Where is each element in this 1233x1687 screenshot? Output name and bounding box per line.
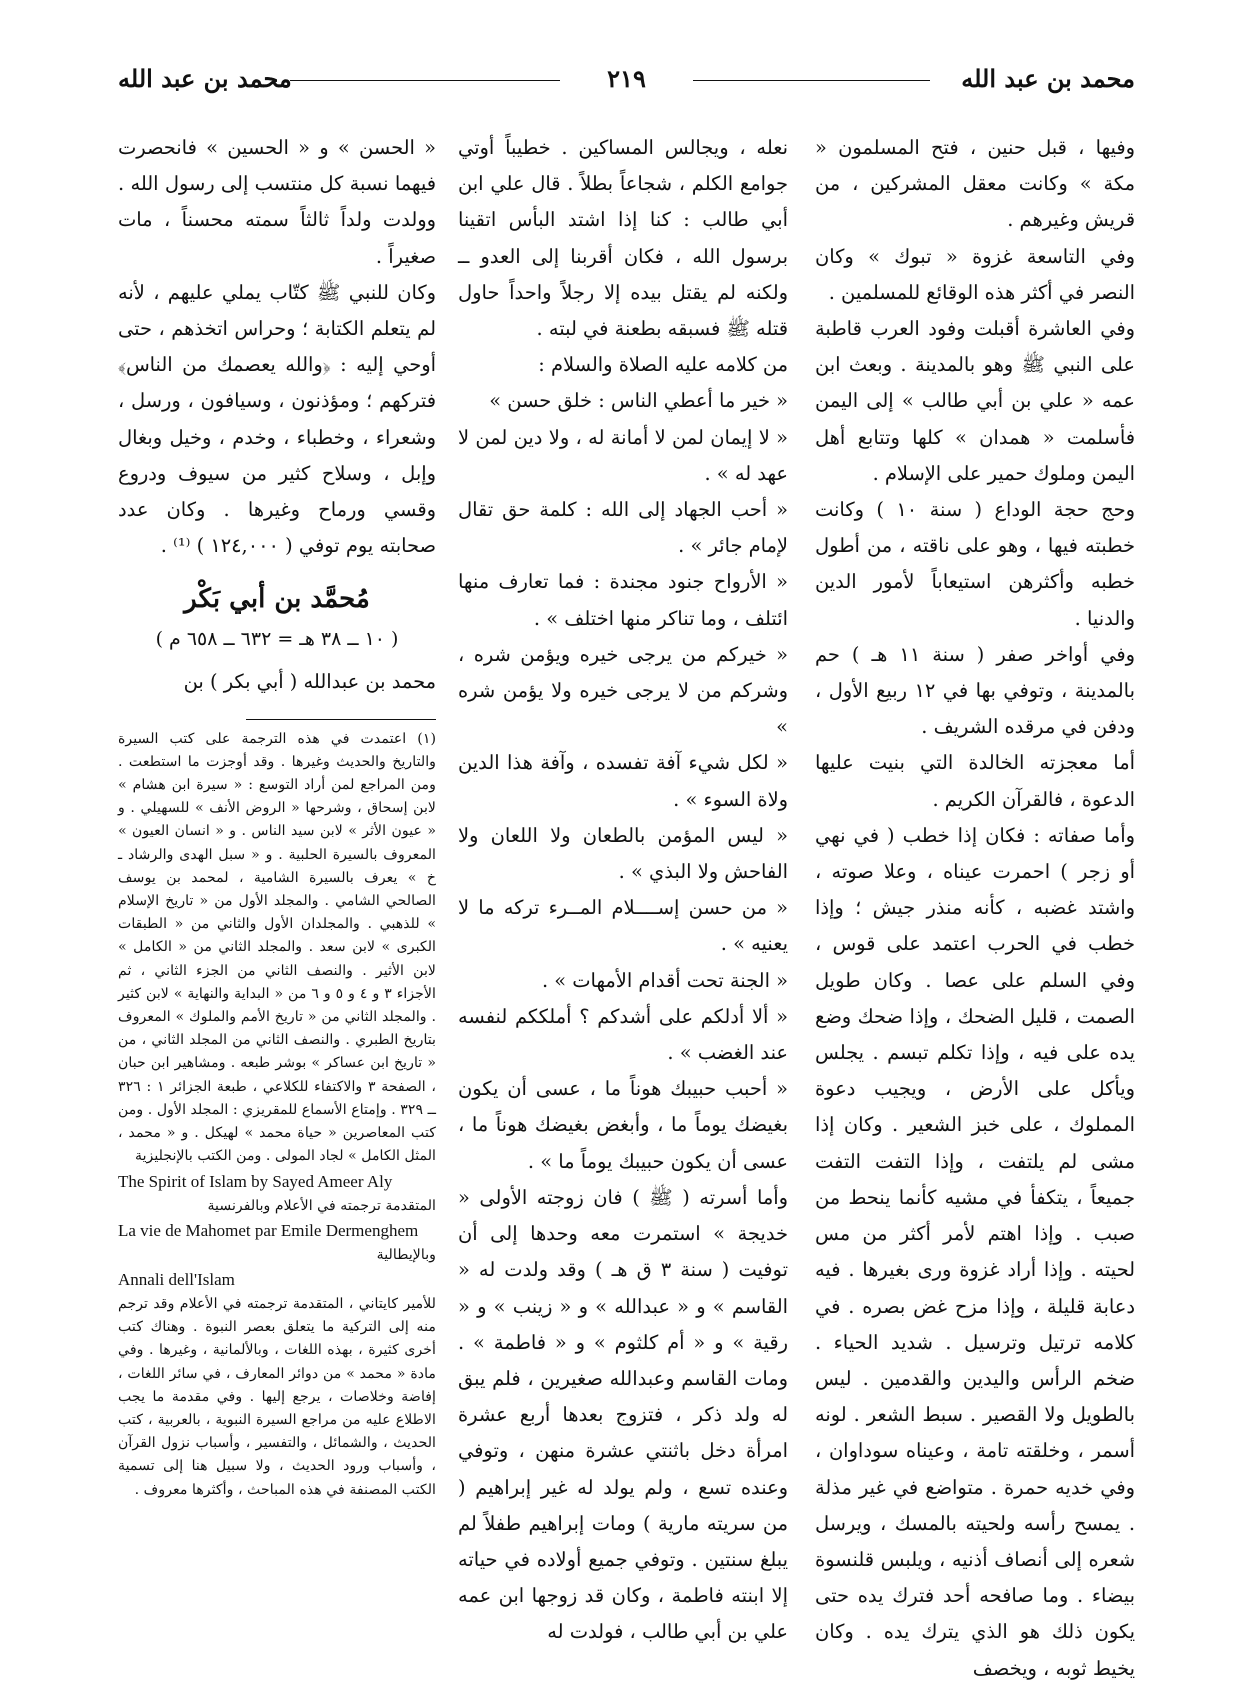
hadith-quote: « خيركم من يرجى خيره ويؤمن شره ، وشركم من لا يرجى خيره ولا يؤمن شره » — [458, 642, 788, 739]
running-title-right: محمد بن عبد الله — [961, 64, 1135, 93]
footnote-latin-title: Annali dell'Islam — [118, 1269, 235, 1289]
paragraph: وأما أسرته ( ﷺ ) فان زوجته الأولى « خديجة » استمرت معه وحدها إلى أن توفيت ( سنة ٣ ق هـ ) وقد ولدت له « القاسم » و « عبدالله » و « زينب » و « رقية » و « أم كلثوم » و « فاطمة » . ومات القاسم وعبدالله صغيرين ، فلم يبق له ولد ذكر ، فتزوج بعدها أربع عشرة امرأة دخل باثنتي عشرة منهن ، وتوفي وعنده تسع ، ولم يولد له غير إبراهيم ( من سريته مارية ) ومات إبراهيم طفلاً لم يبلغ سنتين . وتوفي جميع أولاده في حياته إلا ابنته فاطمة ، وكان قد زوجها ابن عمه علي بن أبي طالب ، فولدت له — [458, 1185, 788, 1644]
hadith-quote: « ألا أدلكم على أشدكم ؟ أملككم لنفسه عند الغضب » . — [458, 1004, 788, 1065]
paragraph: وفي أواخر صفر ( سنة ١١ هـ ) حم بالمدينة ، وتوفي بها في ١٢ ربيع الأول ، ودفن في مرقده الشريف . — [815, 642, 1135, 739]
text-column-right — [815, 130, 1135, 1687]
hadith-quote: « أحب الجهاد إلى الله : كلمة حق تقال لإمام جائر » . — [458, 498, 788, 558]
entry-heading: مُحمَّد بن أبي بَكْر — [184, 584, 370, 615]
entry-first-line: محمد بن عبدالله ( أبي بكر ) بن — [183, 670, 436, 694]
paragraph: وفيها ، قبل حنين ، فتح المسلمون « مكة » وكانت معقل المشركين ، من قريش وغيرهم . — [815, 136, 1135, 232]
paragraph: « الحسن » و « الحسين » فانحصرت فيهما نسبة كل منتسب إلى رسول الله . وولدت ولداً ثالثاً سمته محسناً ، مات صغيراً . — [118, 136, 436, 268]
text-column-left — [118, 130, 436, 1502]
hadith-quote: « الجنة تحت أقدام الأمهات » . — [541, 968, 788, 992]
hadith-quote: « خير ما أعطي الناس : خلق حسن » — [489, 389, 788, 413]
footnote-separator — [246, 719, 436, 720]
page-header — [118, 64, 1135, 100]
paragraph: وحج حجة الوداع ( سنة ١٠ ) وكانت خطبته فيها ، وهو على ناقته ، من أطول خطبه وأكثرهن استيعاباً لأمور الدين والدنيا . — [815, 498, 1135, 630]
hadith-quote: « لا إيمان لمن لا أمانة له ، ولا دين لمن لا عهد له » . — [458, 425, 788, 485]
paragraph: من كلامه عليه الصلاة والسلام : — [538, 353, 788, 377]
hadith-quote: « الأرواح جنود مجندة : فما تعارف منها ائتلف ، وما تناكر منها اختلف » . — [458, 570, 788, 630]
footnote-text: المتقدمة ترجمته في الأعلام وبالفرنسية — [207, 1197, 436, 1214]
paragraph: وفي التاسعة غزوة « تبوك » وكان النصر في أكثر هذه الوقائع للمسلمين . — [815, 244, 1135, 304]
header-rule-left — [290, 80, 560, 81]
footnote — [118, 728, 436, 1502]
footnote-text: (١) اعتمدت في هذه الترجمة على كتب السيرة والتاريخ والحديث وغيرها . وقد أوجزت ما استطعت . ومن المراجع لمن أراد التوسع : « سيرة ابن هشام » لابن إسحاق ، وشرحها « الروض الأنف » للسهيلي . و « عيون الأثر » لابن سيد الناس . و « انسان العيون » المعروف بالسيرة الحلبية . و « سبل الهدى والرشاد ـ خ » يعرف بالسيرة الشامية ، لمحمد بن يوسف الصالحي الشامي . والمجلد الأول من « تاريخ الإسلام » للذهبي . والمجلدان الأول والثاني من « الطبقات الكبرى » لابن سعد . والمجلد الثاني من « الكامل » لابن الأثير . والنصف الثاني من الجزء الثاني ، ثم الأجزاء ٣ و ٤ و ٥ و ٦ من « البداية والنهاية » لابن كثير . والمجلد الثاني من « تاريخ الأمم والملوك » المعروف بتاريخ الطبري . والنصف الثاني من المجلد الثاني ، من « تاريخ ابن عساكر » بوشر طبعه . ومشاهير ابن حبان ، الصفحة ٣ والاكتفاء للكلاعي ، طبعة الجزائر ١ : ٣٢٦ ــ ٣٢٩ . وإمتاع الأسماع للمقريزي : المجلد الأول . ومن كتب المعاصرين « حياة محمد » لهيكل . و « محمد ، المثل الكامل » لجاد المولى . ومن الكتب بالإنجليزية — [118, 730, 436, 1165]
footnote-latin-title: The Spirit of Islam by Sayed Ameer Aly — [118, 1171, 393, 1191]
hadith-quote: « لكل شيء آفة تفسده ، وآفة هذا الدين ولاة السوء » . — [458, 751, 788, 811]
hadith-quote: « ليس المؤمن بالطعان ولا اللعان ولا الفاحش ولا البذي » . — [458, 823, 788, 884]
hadith-quote: « أحبب حبيبك هوناً ما ، عسى أن يكون بغيضك يوماً ما ، وأبغض بغيضك هوناً ما ، عسى أن يكون حبيبك يوماً ما » . — [458, 1077, 788, 1173]
header-rule-right — [693, 80, 930, 81]
entry-dates: ( ١٠ ــ ٣٨ هـ = ٦٣٢ ــ ٦٥٨ م ) — [155, 628, 399, 651]
text-column-middle — [458, 130, 788, 1651]
hadith-quote: « من حسن إســــلام المــرء تركه ما لا يعنيه » . — [458, 896, 788, 956]
paragraph: وأما صفاته : فكان إذا خطب ( في نهي أو زجر ) احمرت عيناه ، وعلا صوته ، واشتد غضبه ، كأنه منذر جيش ؛ وإذا خطب في الحرب اعتمد على قوس ، وفي السلم على عصا . وكان طويل الصمت ، قليل الضحك ، وإذا ضحك وضع يده على فيه ، وإذا تكلم تبسم . يجلس ويأكل على الأرض ، ويجيب دعوة المملوك ، على خبز الشعير . وكان إذا مشى لم يلتفت ، وإذا التفت التفت جميعاً ، يتكفأ في مشيه كأنما ينحط من صبب . وإذا اهتم لأمر أكثر من مس لحيته . وإذا أراد غزوة ورى بغيرها . فيه دعابة قليلة ، وإذا مزح غض بصره . في كلامه ترتيل وترسيل . شديد الحياء . ضخم الرأس واليدين والقدمين . ليس بالطويل ولا القصير . سبط الشعر . لونه أسمر ، وخلقته تامة ، وعيناه سوداوان ، وفي خديه حمرة . متواضع في غير مذلة . يمسح رأسه ولحيته بالمسك ، ويرسل شعره إلى أنصاف أذنيه ، ويلبس قلنسوة بيضاء . وما صافحه أحد فترك يده حتى يكون ذلك هو الذي يترك يده . وكان يخيط ثوبه ، ويخصف — [815, 823, 1135, 1680]
footnote-latin-title: La vie de Mahomet par Emile Dermenghem — [118, 1220, 419, 1240]
footnote-text: للأمير كايتاني ، المتقدمة ترجمته في الأعلام وقد ترجم منه إلى التركية ما يتعلق بعصر النبوة . وهناك كتب أخرى كثيرة ، بهذه اللغات ، وبالألمانية ، وغيرها . وفي مادة « محمد » من دوائر المعارف ، في سائر اللغات ، إفاضة وخلاصات ، يرجع إليها . وفي مقدمة ما يجب الاطلاع عليه من مراجع السيرة النبوية ، بالعربية ، كتب الحديث ، والشمائل ، والتفسير ، وأسباب نزول القرآن ، وأسباب ورود الحديث ، ولا سبيل هنا إلى تسمية الكتب المصنفة في هذه المباحث ، وأكثرها معروف . — [118, 1295, 436, 1498]
page-number: ٢١٩ — [607, 64, 646, 93]
paragraph: وفي العاشرة أقبلت وفود العرب قاطبة على النبي ﷺ وهو بالمدينة . وبعث ابن عمه « علي بن أبي طالب » إلى اليمن فأسلمت « همدان » كلها وتتابع أهل اليمن وملوك حمير على الإسلام . — [815, 317, 1135, 485]
paragraph: وكان للنبي ﷺ كتّاب يملي عليهم ، لأنه لم يتعلم الكتابة ؛ وحراس اتخذهم ، حتى أوحي إليه : ﴿والله يعصمك من الناس﴾ فتركهم ؛ ومؤذنون ، وسيافون ، ورسل ، وشعراء ، وخطباء ، وخدم ، وخيل وبغال وإبل ، وسلاح كثير من سيوف ودروع وقسي ورماح وغيرها . وكان عدد صحابته يوم توفي ( ١٢٤,٠٠٠ ) ⁽¹⁾ . — [118, 280, 436, 558]
footnote-text: وبالإيطالية — [376, 1246, 436, 1263]
paragraph: نعله ، ويجالس المساكين . خطيباً أوتي جوامع الكلم ، شجاعاً بطلاً . قال علي ابن أبي طالب : كنا إذا اشتد البأس اتقينا برسول الله ، فكان أقربنا إلى العدو ــ ولكنه لم يقتل بيده إلا رجلاً واحداً حاول قتله ﷺ فسبقه بطعنة في لبته . — [458, 136, 788, 341]
paragraph: أما معجزته الخالدة التي بنيت عليها الدعوة ، فالقرآن الكريم . — [815, 751, 1135, 811]
running-title-left: محمد بن عبد الله — [118, 64, 292, 93]
